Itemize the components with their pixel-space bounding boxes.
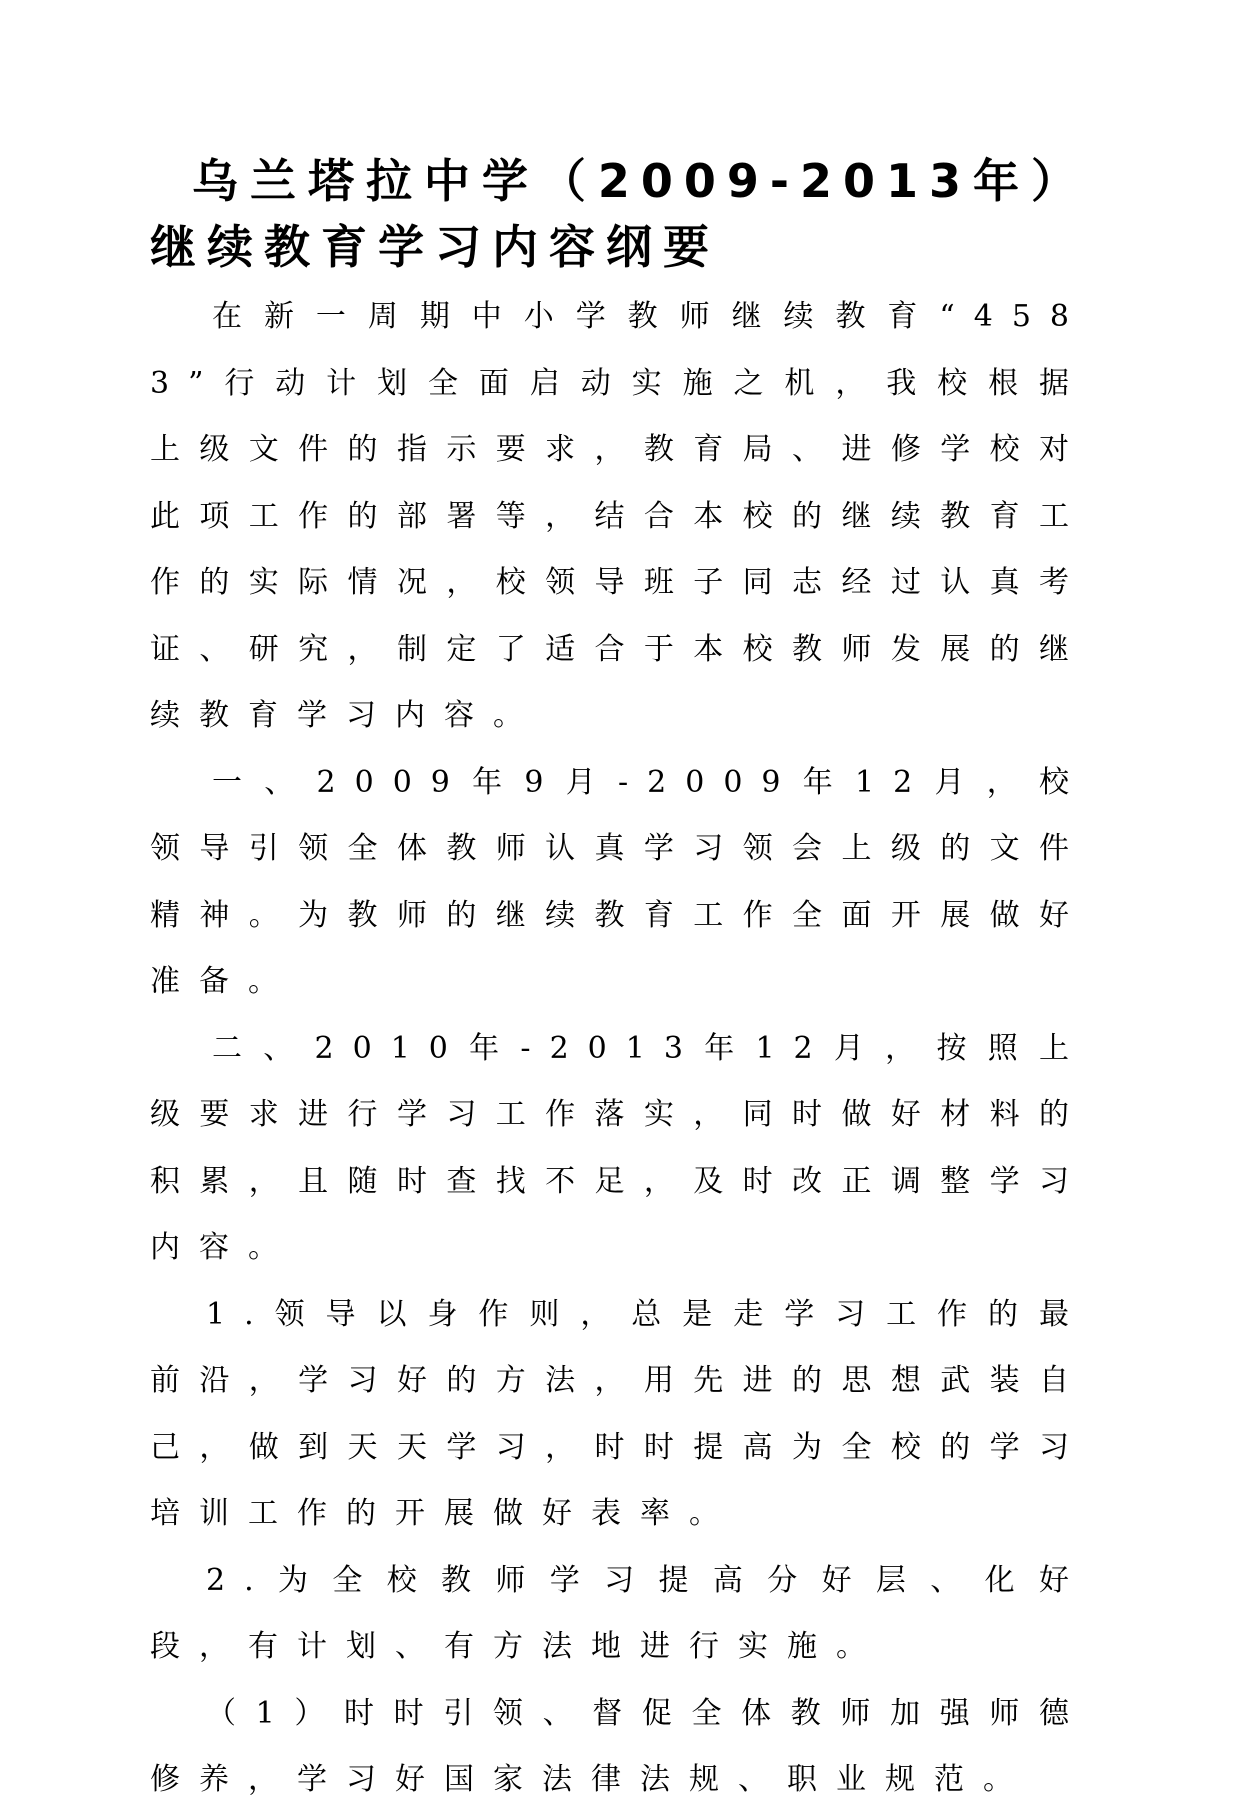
intro-paragraph: 在新一周期中小学教师继续教育“4583”行动计划全面启动实施之机，我校根据上级文件的指示要求，教育局、进修学校对此项工作的部署等，结合本校的继续教育工作的实际情况，校领导班子同志经过认真考证、研究，制定了适合于本校教师发展的继续教育学习内容。 — [150, 299, 1088, 733]
item-two-paragraph: 2.为全校教师学习提高分好层、化好段，有计划、有方法地进行实施。 — [150, 1562, 1088, 1664]
section-one-paragraph: 一、2009年9月-2009年12月，校领导引领全体教师认真学习领会上级的文件精神。为教师的继续教育工作全面开展做好准备。 — [150, 764, 1088, 999]
subitem-one-paragraph: （1）时时引领、督促全体教师加强师德修养，学习好国家法律法规、职业规范。 — [150, 1695, 1088, 1797]
document-body — [150, 148, 1088, 1814]
section-two-paragraph: 二、2010年-2013年12月，按照上级要求进行学习工作落实，同时做好材料的积累，且随时查找不足，及时改正调整学习内容。 — [150, 1030, 1088, 1265]
document-title: 乌兰塔拉中学（2009-2013年）继续教育学习内容纲要 — [150, 154, 1088, 274]
item-one-paragraph: 1.领导以身作则，总是走学习工作的最前沿，学习好的方法，用先进的思想武装自己，做到天天学习，时时提高为全校的学习培训工作的开展做好表率。 — [150, 1296, 1088, 1531]
